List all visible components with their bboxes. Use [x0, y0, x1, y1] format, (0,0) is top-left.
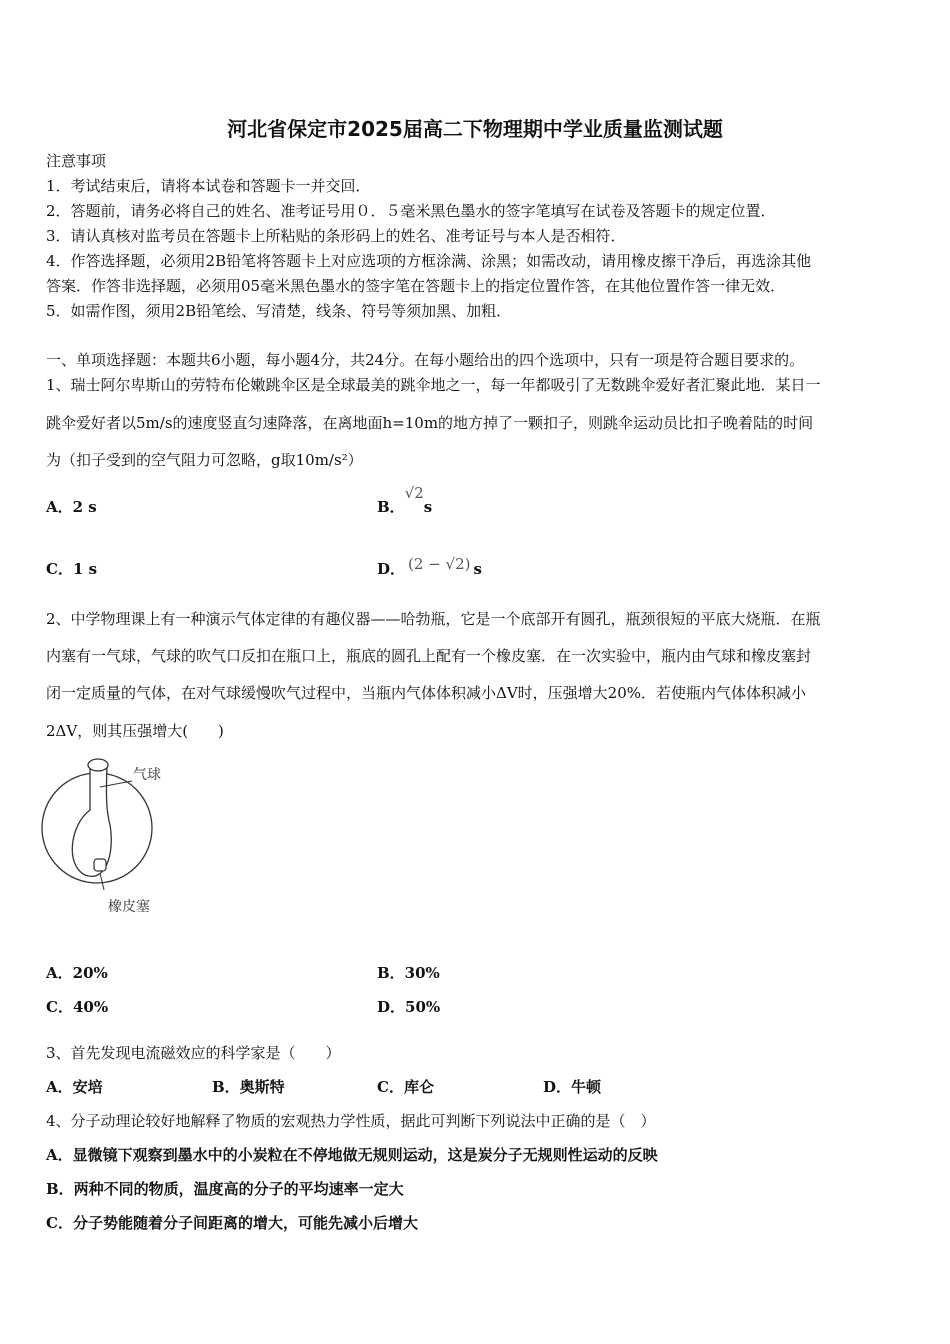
rubber-stopper: [94, 859, 106, 871]
notice-heading: 注意事项: [46, 152, 107, 170]
q4-option-c: C．分子势能随着分子间距离的增大，可能先减小后增大: [46, 1214, 418, 1232]
page-title: 河北省保定市2025届高二下物理期中学业质量监测试题: [227, 117, 723, 141]
section-heading: 一、单项选择题：本题共6小题，每小题4分，共24分。在每小题给出的四个选项中，只有一项是符合题目要求的。: [46, 351, 805, 369]
option-label: B．: [377, 498, 405, 516]
notice-line: 2．答题前，请务必将自己的姓名、准考证号用０．５毫米黑色墨水的签字笔填写在试卷及答题卡的规定位置．: [46, 202, 776, 220]
notice-line: 答案．作答非选择题，必须用05毫米黑色墨水的签字笔在答题卡上的指定位置作答，在其他位置作答一律无效．: [46, 277, 786, 295]
q1-option-b: [377, 484, 433, 516]
q2-option-a: A．20%: [46, 964, 108, 982]
notice-line: 5．如需作图，须用2B铅笔绘、写清楚，线条、符号等须加黑、加粗．: [46, 302, 512, 320]
notice-line: 1．考试结束后，请将本试卷和答题卡一并交回．: [46, 177, 371, 195]
q3-stem: 3、首先发现电流磁效应的科学家是（ ）: [46, 1044, 341, 1062]
q2-stem-line: 2ΔV，则其压强增大( ): [46, 722, 224, 740]
q1-option-d: [377, 555, 482, 578]
q3-option-c: C．库仑: [377, 1078, 434, 1096]
unit: s: [473, 560, 482, 578]
notice-line: 4．作答选择题，必须用2B铅笔将答题卡上对应选项的方框涂满、涂黑；如需改动，请用橡皮擦干净后，再选涂其他: [46, 252, 812, 270]
math-expression: (2 − √2): [408, 555, 471, 573]
balloon-label: 气球: [133, 767, 161, 783]
stopper-label: 橡皮塞: [108, 899, 150, 915]
q1-stem-line: 1、瑞士阿尔卑斯山的劳特布伦嫩跳伞区是全球最美的跳伞地之一，每一年都吸引了无数跳伞爱好者汇聚此地．某日一: [46, 376, 821, 394]
math-expression: √2: [404, 484, 424, 502]
q2-option-d: D．50%: [377, 998, 441, 1016]
option-label: D．: [377, 560, 406, 578]
q1-option-c: C．1 s: [46, 560, 98, 578]
q2-stem-line: 2、中学物理课上有一种演示气体定律的有趣仪器——哈勃瓶，它是一个底部开有圆孔，瓶颈很短的平底大烧瓶．在瓶: [46, 610, 821, 628]
q1-option-a: A．2 s: [46, 498, 97, 516]
unit: s: [423, 498, 433, 516]
q4-option-b: B．两种不同的物质，温度高的分子的平均速率一定大: [46, 1180, 404, 1198]
hero-bottle-figure: [40, 755, 180, 920]
q3-option-d: D．牛顿: [543, 1078, 602, 1096]
q3-option-a: A．安培: [46, 1078, 103, 1096]
q2-option-c: C．40%: [46, 998, 109, 1016]
q4-stem: 4、分子动理论较好地解释了物质的宏观热力学性质，据此可判断下列说法中正确的是（ ）: [46, 1112, 656, 1130]
q2-option-b: B．30%: [377, 964, 440, 982]
balloon-mouth: [88, 759, 108, 771]
q4-option-a: A．显微镜下观察到墨水中的小炭粒在不停地做无规则运动，这是炭分子无规则性运动的反映: [46, 1146, 658, 1164]
q3-option-b: B．奥斯特: [212, 1078, 285, 1096]
notice-line: 3．请认真核对监考员在答题卡上所粘贴的条形码上的姓名、准考证号与本人是否相符．: [46, 227, 626, 245]
q2-stem-line: 闭一定质量的气体，在对气球缓慢吹气过程中，当瓶内气体体积减小ΔV时，压强增大20%．若使瓶内气体体积减小: [46, 684, 807, 702]
q1-stem-line: 跳伞爱好者以5m/s的速度竖直匀速降落，在离地面h=10m的地方掉了一颗扣子，则跳伞运动员比扣子晚着陆的时间: [46, 414, 814, 432]
q2-stem-line: 内塞有一气球，气球的吹气口反扣在瓶口上，瓶底的圆孔上配有一个橡皮塞．在一次实验中，瓶内由气球和橡皮塞封: [46, 647, 812, 665]
q1-stem-line: 为（扣子受到的空气阻力可忽略，g取10m/s²）: [46, 451, 363, 469]
